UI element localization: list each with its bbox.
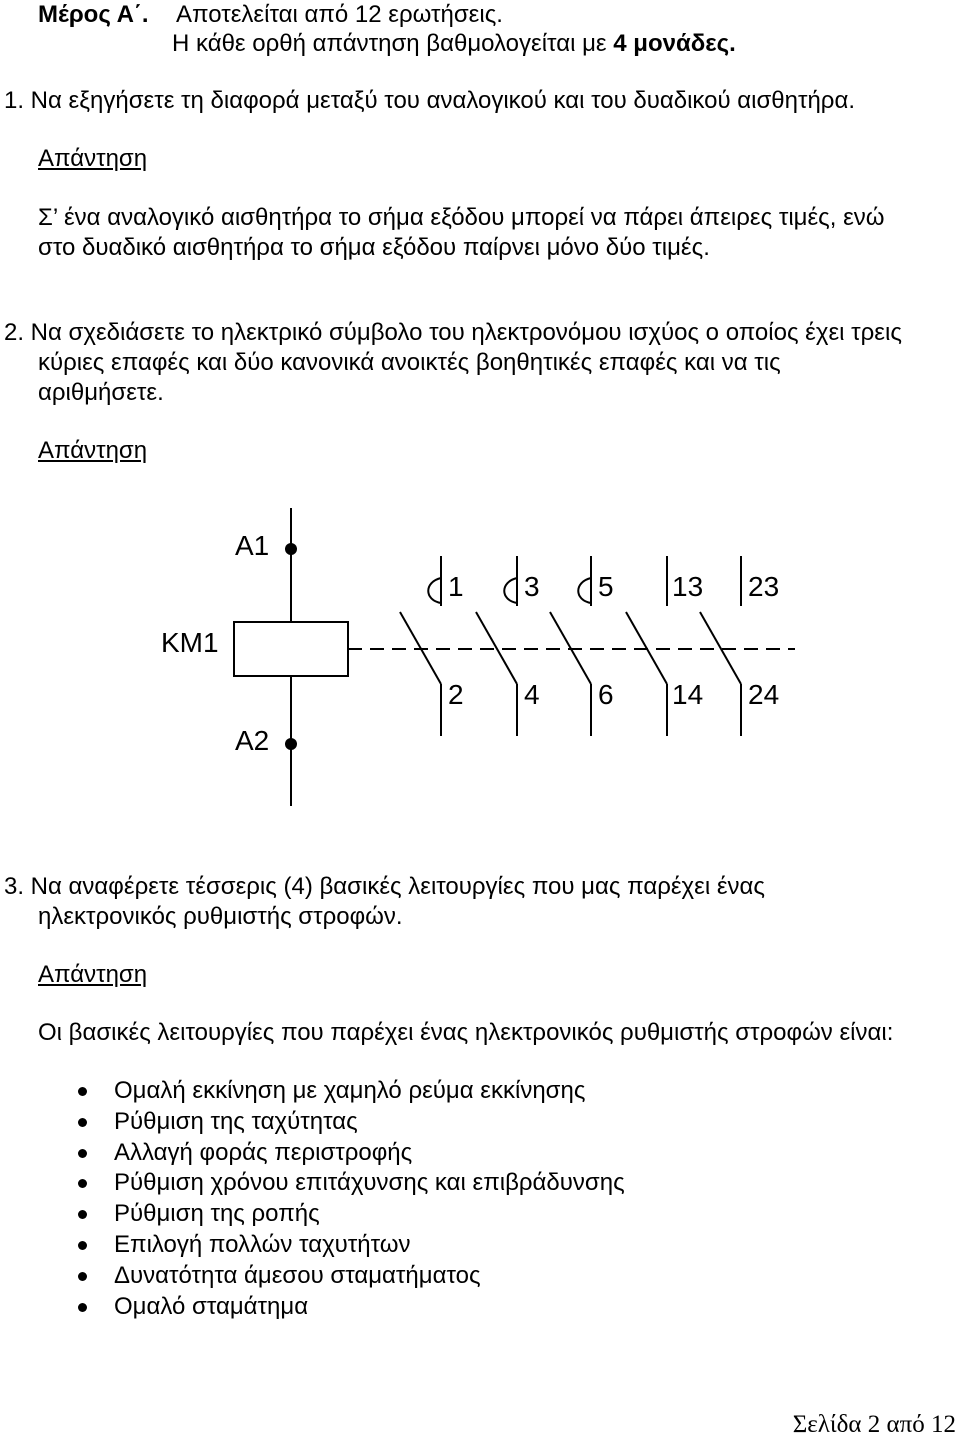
question-1: 1. Να εξηγήσετε τη διαφορά μεταξύ του αναλογικού και του δυαδικού αισθητήρα. (4, 87, 856, 114)
terminal-a2-label: A2 (235, 725, 270, 756)
bullet-icon (78, 1241, 87, 1250)
question-3-line-2: ηλεκτρονικός ρυθμιστής στροφών. (38, 903, 403, 930)
contact-1-2 (400, 556, 441, 736)
contact-label-3: 3 (524, 571, 540, 602)
answer-1-line-2: στο δυαδικό αισθητήρα το σήμα εξόδου παίρνει μόνο δύο τιμές. (38, 234, 710, 261)
grading-suffix: . (729, 30, 736, 57)
contact-label-5: 5 (598, 571, 614, 602)
answer-1-line-1: Σ’ ένα αναλογικό αισθητήρα το σήμα εξόδου μπορεί να πάρει άπειρες τιμές, ενώ (38, 204, 885, 231)
question-3-line-1: 3. Να αναφέρετε τέσσερις (4) βασικές λειτουργίες που μας παρέχει ένας (4, 873, 765, 900)
contact-label-13: 13 (672, 571, 704, 602)
coil-body (234, 622, 348, 676)
grading-prefix: Η κάθε ορθή απάντηση βαθμολογείται με (172, 30, 614, 57)
contact-23-24 (700, 556, 741, 736)
contact-5-6 (550, 556, 591, 736)
question-2-line-3: αριθμήσετε. (38, 379, 164, 406)
contact-label-4: 4 (524, 679, 540, 710)
bullet-icon (78, 1272, 87, 1281)
coil-label: KM1 (161, 627, 219, 658)
contact-label-23: 23 (748, 571, 780, 602)
bullet-icon (78, 1087, 87, 1096)
bullet-icon (78, 1149, 87, 1158)
contact-13-14 (626, 556, 667, 736)
contact-label-14: 14 (672, 679, 704, 710)
grading-points: 4 μονάδες (613, 30, 730, 57)
bullet-icon (78, 1303, 87, 1312)
answer-3-intro: Οι βασικές λειτουργίες που παρέχει ένας ηλεκτρονικός ρυθμιστής στροφών είναι: (38, 1019, 894, 1046)
answer-label-3: Απάντηση (38, 961, 148, 988)
question-2-line-2: κύριες επαφές και δύο κανονικά ανοικτές βοηθητικές επαφές και να τις (38, 349, 781, 376)
part-label: Μέρος Α΄. (38, 1, 149, 28)
contact-label-24: 24 (748, 679, 780, 710)
answer-label-2: Απάντηση (38, 437, 148, 464)
part-description: Αποτελείται από 12 ερωτήσεις. (176, 1, 503, 28)
bullet-icon (78, 1118, 87, 1127)
terminal-a1-dot (285, 543, 297, 555)
answer-label-1: Απάντηση (38, 145, 148, 172)
terminal-a1-label: A1 (235, 530, 270, 561)
terminal-a2-dot (285, 738, 297, 750)
contact-3-4 (476, 556, 517, 736)
contact-label-1: 1 (448, 571, 464, 602)
page-number: Σελίδα 2 από 12 (792, 1411, 956, 1438)
contact-label-2: 2 (448, 679, 464, 710)
contact-label-6: 6 (598, 679, 614, 710)
question-2-line-1: 2. Να σχεδιάσετε το ηλεκτρικό σύμβολο του ηλεκτρονόμου ισχύος ο οποίος έχει τρεις (4, 319, 902, 346)
